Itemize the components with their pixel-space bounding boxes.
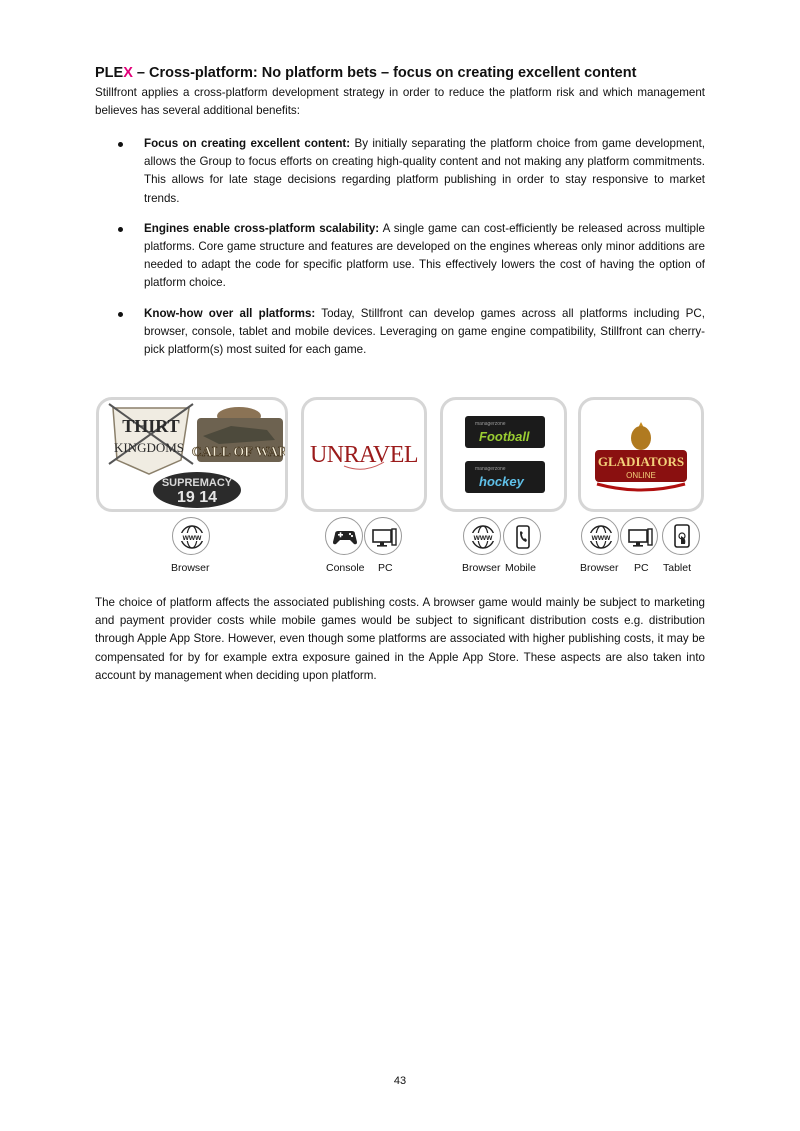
browser-game-logos <box>99 400 285 509</box>
console-game-logo <box>304 400 424 509</box>
thirty-kingdoms-logo-subtext: KINGDOMS <box>113 440 185 455</box>
page-number: 43 <box>393 1075 407 1087</box>
tablet-touch-icon <box>662 517 700 555</box>
bullet-icon <box>118 312 123 317</box>
list-item <box>95 220 705 293</box>
bullet-icon <box>118 142 123 147</box>
platform-label-tablet: Tablet <box>663 562 692 574</box>
desktop-pc-icon <box>364 517 402 555</box>
platform-label-pc: PC <box>634 562 649 574</box>
heading-title: – Cross-platform: No platform bets – focus on creating excellent content <box>132 65 637 81</box>
gladiators-logo-text: GLADIATORS <box>597 454 685 469</box>
browser-mobile-games-box <box>440 397 567 512</box>
supremacy-logo-year: 19 14 <box>176 489 218 506</box>
bullet-text: By initially separating the platform choice from game development, allows the Group to focus efforts on creating high-quality content and not making any platform commitments. This allows for late stage decisions regarding platform publishing in order to stay responsive to market trends. <box>144 137 706 205</box>
outro-paragraph: The choice of platform affects the associated publishing costs. A browser game would mainly be subject to marketing and payment provider costs while mobile games would be subject to significant distribution costs e.g. distribution through Apple App Store. However, even though some platforms are associated with higher publishing costs, it may be compensated for by for example extra exposure gained in the Apple App Store. These aspects are also taken into account by management when deciding upon platform. <box>95 596 705 682</box>
smartphone-icon <box>503 517 541 555</box>
heading-prefix: PLE <box>95 65 124 81</box>
platform-label-browser: Browser <box>462 562 501 574</box>
unravel-logo-text: UNRAVEL <box>309 442 419 468</box>
bullet-title: Know-how over all platforms: <box>144 306 316 320</box>
browser-pc-tablet-games-box <box>578 397 704 512</box>
svg-text:www: www <box>591 533 611 542</box>
svg-text:www: www <box>473 533 493 542</box>
list-item <box>95 305 705 360</box>
bullet-icon <box>118 227 123 232</box>
gladiators-online-logo <box>581 400 701 509</box>
bullet-text: Today, Stillfront can develop games across all platforms including PC, browser, console, tablet and mobile devices. Leveraging on game engine compatibility, Stillfront can cherry-pick platform(s) most suited for each game. <box>144 306 705 357</box>
browser-games-box <box>96 397 288 512</box>
platform-label-browser: Browser <box>171 562 210 574</box>
bullet-title: Focus on creating excellent content: <box>144 137 351 150</box>
intro-paragraph: Stillfront applies a cross-platform development strategy in order to reduce the platform risk and which management believes has several additional benefits: <box>95 86 705 118</box>
www-globe-icon <box>581 517 619 555</box>
supremacy-logo-text: SUPREMACY <box>161 477 233 489</box>
heading-accent-letter: X <box>123 65 133 81</box>
svg-text:www: www <box>182 533 202 542</box>
thirty-kingdoms-logo-text: THIRT <box>122 416 180 436</box>
www-globe-icon <box>172 517 210 555</box>
gamepad-icon <box>325 517 363 555</box>
managerzone-football-logo-text: Football <box>479 429 530 444</box>
console-pc-games-box <box>301 397 427 512</box>
managerzone-label: managerzone <box>475 466 506 472</box>
platform-label-console: Console <box>326 562 365 574</box>
list-item <box>95 135 705 208</box>
www-globe-icon <box>463 517 501 555</box>
platform-label-pc: PC <box>378 562 393 574</box>
managerzone-label: managerzone <box>475 421 506 427</box>
gladiators-logo-subtext: ONLINE <box>626 471 656 480</box>
benefits-list <box>95 135 705 371</box>
call-of-war-logo-text: CALL OF WAR <box>191 445 285 460</box>
bullet-text: A single game can cost-efficiently be released across multiple platforms. Core game structure and features are developed on the engines whereas only minor additions are needed to adapt the code for specific platform use. This effectively lowers the cost of having the option of platform choice. <box>144 221 705 290</box>
platform-label-mobile: Mobile <box>505 562 536 574</box>
section-heading <box>95 64 715 82</box>
platform-label-browser: Browser <box>580 562 619 574</box>
bullet-title: Engines enable cross-platform scalability: <box>144 221 380 235</box>
mobile-game-logos <box>443 400 564 509</box>
desktop-pc-icon <box>620 517 658 555</box>
managerzone-hockey-logo-text: hockey <box>479 474 524 489</box>
